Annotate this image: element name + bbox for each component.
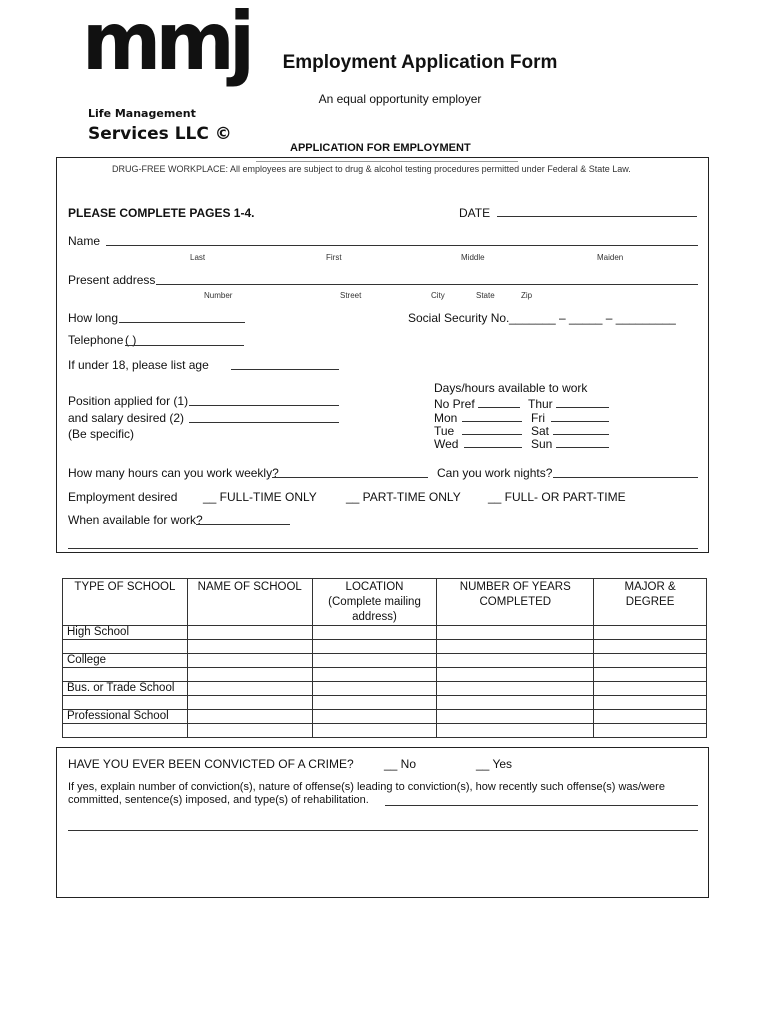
table-cell[interactable] [187, 654, 312, 668]
salary-label: and salary desired (2) [68, 411, 185, 425]
address-sub-number: Number [204, 291, 233, 300]
address-label: Present address [68, 273, 156, 287]
col-header-location: LOCATION (Complete mailing address) [312, 579, 437, 626]
table-cell[interactable] [312, 668, 437, 682]
page-title: Employment Application Form [282, 52, 558, 73]
name-sub-last: Last [190, 253, 206, 262]
date-label: DATE [459, 206, 491, 220]
table-cell[interactable] [594, 710, 707, 724]
hours-weekly-label: How many hours can you work weekly? [68, 466, 279, 480]
table-cell[interactable] [187, 682, 312, 696]
drug-free-notice: DRUG-FREE WORKPLACE: All employees are subject to drug & alcohol testing procedures permitted under Federal & State Law. [112, 164, 631, 174]
work-nights-label: Can you work nights? [437, 466, 553, 480]
logo-tagline: Life Management [88, 107, 196, 120]
date-field[interactable] [497, 216, 697, 217]
when-available-field[interactable] [196, 524, 290, 525]
hours-weekly-field[interactable] [272, 477, 428, 478]
crime-yes-option[interactable]: __ Yes [476, 757, 513, 771]
sun-field[interactable] [556, 447, 609, 448]
education-header-row [63, 579, 707, 626]
table-cell[interactable] [437, 724, 594, 738]
table-cell[interactable] [187, 626, 312, 640]
table-cell[interactable] [312, 640, 437, 654]
name-label: Name [68, 234, 101, 248]
no-pref-field[interactable] [478, 407, 520, 408]
crime-explain-field[interactable] [385, 805, 698, 806]
table-cell[interactable] [594, 724, 707, 738]
table-cell[interactable] [63, 696, 188, 710]
table-cell[interactable] [437, 668, 594, 682]
day-fri: Fri [531, 411, 545, 425]
day-sat: Sat [531, 424, 550, 438]
table-cell[interactable] [312, 696, 437, 710]
day-wed: Wed [434, 437, 459, 451]
under18-label: If under 18, please list age [68, 358, 209, 372]
table-cell[interactable] [63, 640, 188, 654]
name-field[interactable] [106, 245, 698, 246]
table-cell[interactable] [437, 696, 594, 710]
table-cell[interactable] [63, 724, 188, 738]
table-cell[interactable] [594, 668, 707, 682]
table-cell[interactable] [187, 640, 312, 654]
how-long-field[interactable] [119, 322, 245, 323]
part-time-option[interactable]: __ PART-TIME ONLY [346, 490, 461, 504]
table-cell[interactable] [312, 710, 437, 724]
table-cell[interactable] [437, 654, 594, 668]
address-sub-state: State [476, 291, 495, 300]
employment-desired-label: Employment desired [68, 490, 178, 504]
be-specific-note: (Be specific) [68, 427, 135, 441]
days-hours-title: Days/hours available to work [434, 381, 588, 395]
how-long-label: How long [68, 311, 119, 325]
sat-field[interactable] [553, 434, 609, 435]
table-cell[interactable] [312, 654, 437, 668]
day-sun: Sun [531, 437, 553, 451]
mon-field[interactable] [462, 421, 522, 422]
table-row [63, 710, 707, 724]
crime-explain-line1: If yes, explain number of conviction(s), nature of offense(s) leading to conviction(s), how recently such offense(s) was/were [68, 781, 665, 793]
logo-company-name: Services LLC © [88, 124, 232, 144]
position-field-2[interactable] [189, 422, 339, 423]
when-available-label: When available for work? [68, 513, 203, 527]
table-row [63, 626, 707, 640]
age-field[interactable] [231, 369, 339, 370]
table-row [63, 696, 707, 710]
table-cell[interactable] [187, 724, 312, 738]
thur-field[interactable] [556, 407, 609, 408]
table-cell[interactable] [594, 626, 707, 640]
page-subtitle: An equal opportunity employer [318, 92, 482, 106]
table-row [63, 668, 707, 682]
telephone-area-code: ( ) [125, 333, 137, 347]
table-cell[interactable] [187, 696, 312, 710]
address-field[interactable] [156, 284, 698, 285]
education-table [62, 578, 707, 738]
table-cell[interactable] [63, 668, 188, 682]
name-sub-first: First [326, 253, 342, 262]
please-complete-note: PLEASE COMPLETE PAGES 1-4. [68, 206, 255, 220]
school-type-cell: College [63, 654, 188, 668]
work-nights-field[interactable] [553, 477, 698, 478]
table-row [63, 682, 707, 696]
telephone-field[interactable] [125, 345, 244, 346]
table-cell[interactable] [594, 640, 707, 654]
table-cell[interactable] [312, 682, 437, 696]
school-type-cell: Professional School [63, 710, 188, 724]
full-or-part-option[interactable]: __ FULL- OR PART-TIME [488, 490, 626, 504]
col-header-major: MAJOR & DEGREE [594, 579, 707, 626]
table-cell[interactable] [312, 626, 437, 640]
table-row [63, 724, 707, 738]
col-header-type: TYPE OF SCHOOL [63, 579, 188, 626]
company-logo: mmj [82, 0, 250, 88]
crime-explain-line2: committed, sentence(s) imposed, and type(s) of rehabilitation. [68, 794, 369, 806]
col-header-name: NAME OF SCHOOL [187, 579, 312, 626]
day-mon: Mon [434, 411, 458, 425]
wed-field[interactable] [464, 447, 522, 448]
section-title: APPLICATION FOR EMPLOYMENT [290, 142, 471, 154]
telephone-label: Telephone [68, 333, 124, 347]
crime-explain-field-2[interactable] [68, 830, 698, 831]
day-tue: Tue [434, 424, 455, 438]
table-cell[interactable] [437, 640, 594, 654]
school-type-cell: High School [63, 626, 188, 640]
name-sub-middle: Middle [461, 253, 485, 262]
address-sub-city: City [431, 291, 445, 300]
ssn-label: Social Security No. [408, 311, 510, 325]
crime-no-option[interactable]: __ No [384, 757, 417, 771]
table-row [63, 640, 707, 654]
address-sub-street: Street [340, 291, 362, 300]
position-field-1[interactable] [189, 405, 339, 406]
full-time-option[interactable]: __ FULL-TIME ONLY [203, 490, 317, 504]
table-cell[interactable] [594, 682, 707, 696]
address-sub-zip: Zip [521, 291, 533, 300]
table-cell[interactable] [187, 710, 312, 724]
table-cell[interactable] [187, 668, 312, 682]
col-header-years: NUMBER OF YEARS COMPLETED [437, 579, 594, 626]
table-cell[interactable] [594, 696, 707, 710]
table-cell[interactable] [437, 682, 594, 696]
table-cell[interactable] [437, 626, 594, 640]
table-row [63, 654, 707, 668]
fri-field[interactable] [551, 421, 609, 422]
table-cell[interactable] [312, 724, 437, 738]
table-cell[interactable] [437, 710, 594, 724]
tue-field[interactable] [462, 434, 522, 435]
day-thur: Thur [528, 397, 553, 411]
school-type-cell: Bus. or Trade School [63, 682, 188, 696]
extra-line[interactable] [68, 548, 698, 549]
ssn-field[interactable]: _______ – _____ – _________ [509, 311, 676, 325]
day-no-pref: No Pref [434, 397, 475, 411]
position-label: Position applied for (1) [68, 394, 189, 408]
crime-question: HAVE YOU EVER BEEN CONVICTED OF A CRIME? [68, 757, 354, 771]
table-cell[interactable] [594, 654, 707, 668]
name-sub-maiden: Maiden [597, 253, 624, 262]
